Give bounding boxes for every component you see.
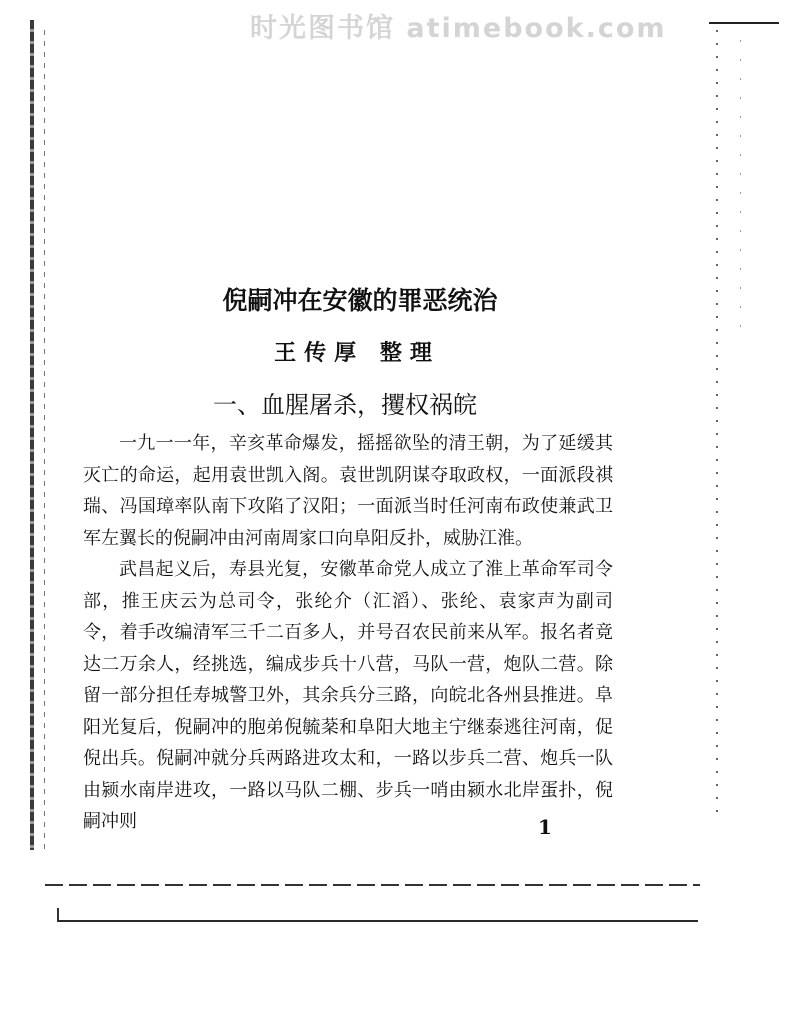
bottom-dashed-rule [45,884,700,886]
article-body [83,428,613,838]
paragraph: 一九一一年，辛亥革命爆发，摇摇欲坠的清王朝，为了延缓其灭亡的命运，起用袁世凯入阁。袁世凯阴谋夺取政权，一面派段祺瑞、冯国璋率队南下攻陷了汉阳；一面派当时任河南布政使兼武卫军左翼长的倪嗣冲由河南周家口向阜阳反扑，威胁江淮。 [83,433,613,549]
watermark: 时光图书馆 atimebook.com [250,13,667,44]
right-scan-noise [716,30,718,820]
article-byline: 王传厚 整理 [274,340,440,366]
left-scan-edge [30,20,34,850]
right-scan-noise-2 [740,40,741,340]
left-scan-edge-dots [44,30,45,850]
top-right-rule [709,22,779,24]
article-title: 倪嗣冲在安徽的罪恶统治 [222,286,498,315]
paragraph: 武昌起义后，寿县光复，安徽革命党人成立了淮上革命军司令部，推王庆云为总司令，张纶介（汇滔）、张纶、袁家声为副司令，着手改编清军三千二百多人，并号召农民前来从军。报名者竟达二万余人，经挑选，编成步兵十八营，马队一营，炮队二营。除留一部分担任寿城警卫外，其余兵分三路，向皖北各州县推进。阜阳光复后，倪嗣冲的胞弟倪毓棻和阜阳大地主宁继泰逃往河南，促倪出兵。倪嗣冲就分兵两路进攻太和，一路以步兵二营、炮兵一队由颍水南岸进攻，一路以马队二棚、步兵一哨由颍水北岸蛋扑，倪嗣冲则 [83,559,613,832]
bottom-rule [58,920,698,922]
page-number: 1 [538,815,552,839]
section-heading: 一、血腥屠杀，攫权祸皖 [213,391,477,419]
